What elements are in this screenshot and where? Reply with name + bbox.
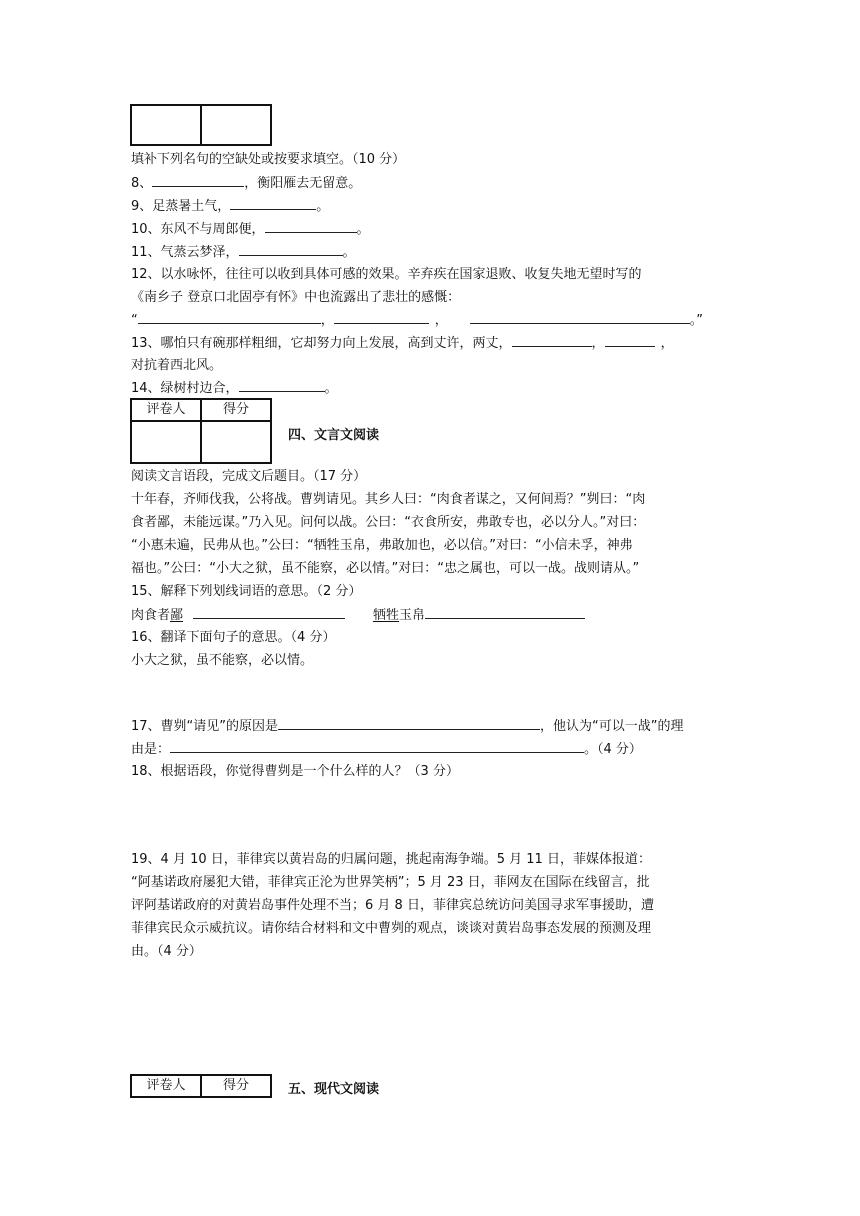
reviewer-header: 评卷人 bbox=[131, 1075, 201, 1097]
q17-mid-text: ，他认为“可以一战”的理 bbox=[540, 719, 684, 734]
q12-close: 。” bbox=[689, 313, 704, 328]
q13-comma-1: ， bbox=[591, 336, 605, 351]
question-13-line2: 对抗着西北风。 bbox=[131, 358, 223, 373]
q11-text: 11、气蒸云梦泽， bbox=[131, 245, 239, 260]
score-cell[interactable] bbox=[201, 421, 271, 463]
q8-answer-blank[interactable] bbox=[152, 173, 244, 187]
q9-text: 9、足蒸暑土气， bbox=[131, 199, 231, 214]
score-header: 得分 bbox=[201, 399, 271, 421]
reviewer-header: 评卷人 bbox=[131, 399, 201, 421]
passage-line-2: 食者鄙，未能远谋。”乃入见。问何以战。公曰：“衣食所安，弗敢专也，必以分人。”对曰： bbox=[131, 515, 646, 530]
question-17-line2 bbox=[131, 739, 642, 760]
q15-a-answer-blank[interactable] bbox=[193, 605, 345, 619]
question-14 bbox=[131, 378, 338, 399]
question-15: 15、解释下列划线词语的意思。（2 分） bbox=[131, 584, 362, 599]
question-13-line1 bbox=[131, 333, 674, 354]
q12-comma-1: ， bbox=[320, 313, 334, 328]
score-table-section4 bbox=[130, 398, 272, 464]
q15-a-underlined-word: 鄙 bbox=[170, 608, 184, 623]
q12-answer-blank-2[interactable] bbox=[334, 310, 429, 324]
q17-score: 。（4 分） bbox=[584, 742, 642, 757]
q12-open-quote: “ bbox=[131, 313, 138, 328]
passage-line-4: 福也。”公曰：“小大之狱，虽不能察，必以情。”对曰：“忠之属也，可以一战。战则请从。” bbox=[131, 561, 640, 576]
section4-intro: 阅读文言语段，完成文后题目。（17 分） bbox=[131, 469, 367, 484]
question-19-line4: 菲律宾民众示威抗议。请你结合材料和文中曹刿的观点，谈谈对黄岩岛事态发展的预测及理 bbox=[131, 921, 652, 936]
section3-intro: 填补下列名句的空缺处或按要求填空。（10 分） bbox=[131, 152, 406, 167]
q12-comma-2: ， bbox=[434, 313, 448, 328]
q14-answer-blank[interactable] bbox=[239, 378, 325, 392]
q9-end: 。 bbox=[316, 199, 330, 214]
q14-text: 14、绿树村边合， bbox=[131, 381, 239, 396]
reviewer-cell-empty bbox=[131, 105, 201, 145]
q17-answer-blank-2[interactable] bbox=[170, 739, 584, 753]
q13-comma-2: ， bbox=[660, 336, 674, 351]
q17-text: 17、曹刿“请见”的原因是 bbox=[131, 719, 279, 734]
score-header: 得分 bbox=[201, 1075, 271, 1097]
q13-answer-blank-1[interactable] bbox=[512, 333, 592, 347]
score-box-top bbox=[130, 104, 272, 146]
question-18: 18、根据语段，你觉得曹刿是一个什么样的人？（3 分） bbox=[131, 764, 459, 779]
question-17-line1 bbox=[131, 716, 684, 737]
q8-text: ，衡阳雁去无留意。 bbox=[244, 176, 362, 191]
question-10 bbox=[131, 219, 370, 240]
q9-answer-blank[interactable] bbox=[230, 196, 316, 210]
score-table-section5 bbox=[130, 1074, 272, 1098]
section5-title: 五、现代文阅读 bbox=[288, 1082, 380, 1097]
q15-a-text: 肉食者 bbox=[131, 608, 171, 623]
question-19-line3: 评阿基诺政府的对黄岩岛事件处理不当；6 月 8 日，菲律宾总统访问美国寻求军事援助，遭 bbox=[131, 898, 654, 913]
q8-number: 8、 bbox=[131, 176, 153, 191]
score-cell-empty bbox=[201, 105, 271, 145]
q14-end: 。 bbox=[324, 381, 338, 396]
question-15-items bbox=[131, 605, 585, 626]
q17-answer-blank-1[interactable] bbox=[278, 716, 540, 730]
q12-answer-blank-3[interactable] bbox=[470, 310, 690, 324]
passage-line-1: 十年春，齐师伐我，公将战。曹刿请见。其乡人曰：“肉食者谋之，又何间焉？”刿曰：“肉 bbox=[131, 492, 646, 507]
q10-answer-blank[interactable] bbox=[265, 219, 357, 233]
question-12-answer-line bbox=[131, 310, 703, 331]
question-16: 16、翻译下面句子的意思。（4 分） bbox=[131, 630, 336, 645]
q15-b-text: 玉帛 bbox=[399, 608, 426, 623]
section4-title: 四、文言文阅读 bbox=[288, 428, 380, 443]
q15-b-underlined-word: 牺牲 bbox=[373, 608, 400, 623]
q10-end: 。 bbox=[356, 222, 370, 237]
q10-text: 10、东风不与周郎便， bbox=[131, 222, 265, 237]
q11-end: 。 bbox=[342, 245, 356, 260]
q15-b-answer-blank[interactable] bbox=[425, 605, 585, 619]
question-19-line5: 由。（4 分） bbox=[131, 944, 202, 959]
question-19-line2: “阿基诺政府屡犯大错，菲律宾正沦为世界笑柄”；5 月 23 日，菲网友在国际在线留言，批 bbox=[131, 875, 650, 890]
question-9 bbox=[131, 196, 329, 217]
question-11 bbox=[131, 242, 356, 263]
q13-text: 13、哪怕只有碗那样粗细，它却努力向上发展，高到丈许，两丈， bbox=[131, 336, 512, 351]
q11-answer-blank[interactable] bbox=[239, 242, 343, 256]
reviewer-cell[interactable] bbox=[131, 421, 201, 463]
question-8 bbox=[131, 173, 361, 194]
question-16-sentence: 小大之狱，虽不能察，必以情。 bbox=[131, 653, 314, 668]
question-19-line1: 19、4 月 10 日，菲律宾以黄岩岛的归属问题，挑起南海争端。5 月 11 日，菲媒体报道： bbox=[131, 852, 651, 867]
q12-answer-blank-1[interactable] bbox=[138, 310, 321, 324]
question-12-line1: 12、以水咏怀，往往可以收到具体可感的效果。辛弃疾在国家退败、收复失地无望时写的 bbox=[131, 267, 642, 282]
q13-answer-blank-2[interactable] bbox=[605, 333, 655, 347]
q17-reason-label: 由是： bbox=[131, 742, 171, 757]
passage-line-3: “小惠未遍，民弗从也。”公曰：“牺牲玉帛，弗敢加也，必以信。”对曰：“小信未孚，神弗 bbox=[131, 538, 633, 553]
question-12-line2: 《南乡子 登京口北固亭有怀》中也流露出了悲壮的感慨： bbox=[131, 290, 461, 305]
